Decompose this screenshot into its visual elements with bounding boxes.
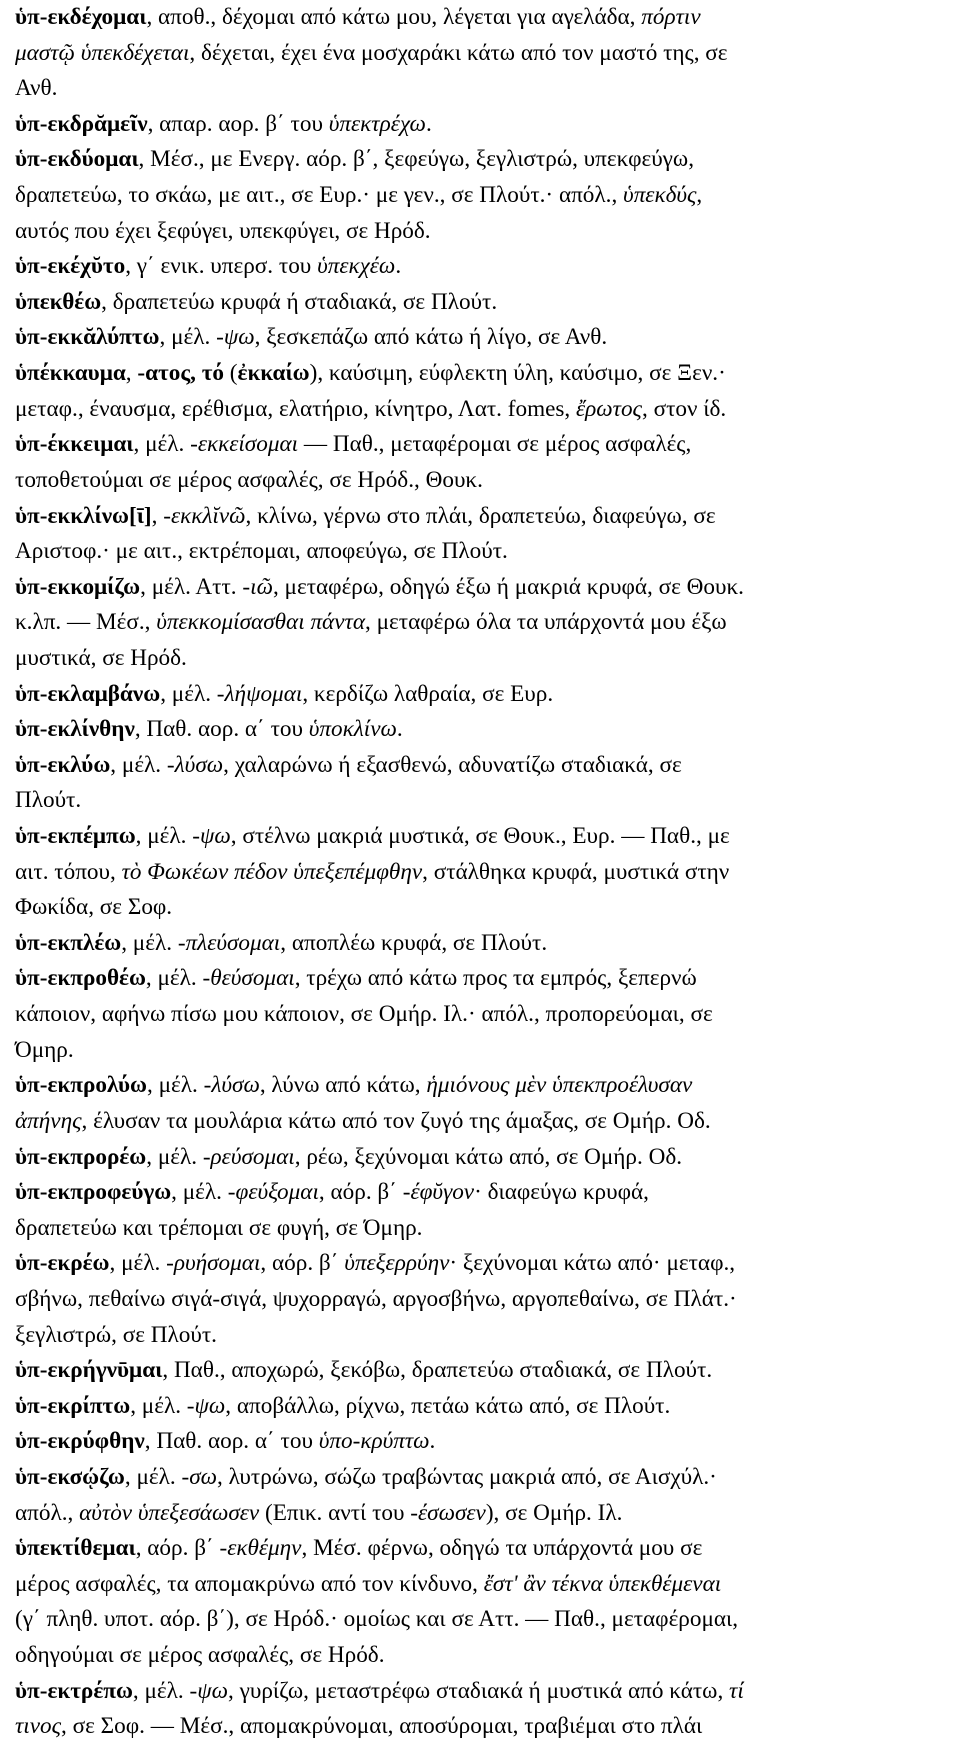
definition-text: , λυτρώνω, σώζω τραβώντας μακριά από, σε Αισχύλ.· [217, 1463, 717, 1490]
entry-line [15, 1353, 944, 1389]
definition-text: αιτ. τόπου, [15, 858, 122, 885]
entry-line [15, 997, 944, 1033]
italic-text: -εκκείσομαι [190, 431, 299, 458]
headword: ὑπ-εκκᾰλύπτω [15, 324, 160, 351]
headword: ὑπ-εκρέω [15, 1250, 110, 1277]
definition-text: , μέλ. [133, 431, 191, 458]
entry-line [15, 1567, 944, 1603]
definition-text: , γ΄ ενικ. υπερσ. του [125, 253, 318, 280]
definition-text: , μέλ. [130, 1392, 187, 1419]
definition-text: , έλυσαν τα μουλάρια κάτω από τον ζυγό της άμαξας, σε Ομήρ. Οδ. [81, 1107, 711, 1134]
definition-text: , κερδίζω λαθραία, σε Ευρ. [302, 680, 554, 707]
definition-text: , μέλ. [121, 929, 178, 956]
definition-text: , μέλ. [147, 1072, 204, 1099]
definition-text: ), καύσιμη, εύφλεκτη ύλη, καύσιμο, σε Ξεν.· [309, 360, 726, 387]
definition-text: , ξεσκεπάζω από κάτω ή λίγο, σε Ανθ. [254, 324, 608, 351]
entry-line [15, 570, 944, 606]
definition-text: μυστικά, σε Ηρόδ. [15, 644, 187, 671]
entry-line [15, 641, 944, 677]
entry-line [15, 961, 944, 997]
italic-text: τινος [15, 1713, 62, 1740]
entry-line [15, 1709, 944, 1745]
definition-text: τοποθετούμαι σε μέρος ασφαλές, σε Ηρόδ., Θουκ. [15, 466, 483, 493]
italic-text: -ρυήσομαι [166, 1250, 261, 1277]
definition-text: , αόρ. β΄ [135, 1535, 220, 1562]
italic-text: ὑπεκχέω [317, 253, 396, 280]
headword: ἐκκαίω [237, 360, 310, 387]
italic-text: ὑπεκκομίσασθαι πάντα [156, 609, 365, 636]
headword: ὑπεκτίθεμαι [15, 1535, 136, 1562]
entry-line [15, 783, 944, 819]
definition-text: , αόρ. β΄ [260, 1250, 345, 1277]
entry-line [15, 855, 944, 891]
definition-text: . [429, 1428, 436, 1455]
definition-text: · ξεχύνομαι κάτω από· μεταφ., [449, 1250, 736, 1277]
definition-text: κάποιον, αφήνω πίσω μου κάποιον, σε Ομήρ. Ιλ.· απόλ., προπορεύομαι, σε [15, 1001, 713, 1028]
italic-text: -ψω [192, 823, 231, 850]
definition-text: , [151, 502, 164, 529]
headword: ὑπέκκαυμα [15, 360, 126, 387]
italic-text: -ψω [186, 1392, 226, 1419]
definition-text: , [696, 182, 703, 209]
entry-line [15, 1246, 944, 1282]
definition-text: , χαλαρώνω ή εξασθενώ, αδυνατίζω σταδιακά, σε [223, 751, 682, 778]
definition-text: Αριστοφ.· με αιτ., εκτρέπομαι, αποφεύγω, σε Πλούτ. [15, 538, 508, 565]
definition-text: δραπετεύω και τρέπομαι σε φυγή, σε Όμηρ. [15, 1214, 423, 1241]
definition-text: (Επικ. αντί του [259, 1499, 411, 1526]
definition-text: , Παθ., αποχωρώ, ξεκόβω, δραπετεύω σταδιακά, σε Πλούτ. [162, 1357, 713, 1384]
definition-text: — Παθ., μεταφέρομαι σε μέρος ασφαλές, [298, 431, 692, 458]
headword: ὑπ-εκπρολύω [15, 1072, 147, 1099]
definition-text: , Μέσ., με Ενεργ. αόρ. β΄, ξεφεύγω, ξεγλιστρώ, υπεκφεύγω, [138, 146, 694, 173]
entry-line [15, 1318, 944, 1354]
headword: ὑπ-εκτρέπω [15, 1677, 133, 1704]
entry-line [15, 1531, 944, 1567]
italic-text: ὑπεκδύς [623, 182, 697, 209]
headword: ὑπ-εκπλέω [15, 929, 122, 956]
headword: ὑπεκθέω [15, 288, 102, 315]
definition-text: Ανθ. [15, 75, 58, 102]
headword: ὑπ-εκέχῠτο [15, 253, 126, 280]
definition-text: , δέχεται, έχει ένα μοσχαράκι κάτω από τον μαστό της, σε [189, 39, 728, 66]
definition-text: ξεγλιστρώ, σε Πλούτ. [15, 1321, 217, 1348]
headword: ὑπ-εκσῴζω [15, 1463, 125, 1490]
italic-text: -λύσω [203, 1072, 260, 1099]
definition-text: , αποπλέω κρυφά, σε Πλούτ. [280, 929, 548, 956]
definition-text: , στέλνω μακριά μυστικά, σε Θουκ., Ευρ. — Παθ., με [230, 823, 730, 850]
definition-text: , αόρ. β΄ [318, 1179, 403, 1206]
italic-text: -ρεύσομαι [202, 1143, 295, 1170]
definition-text: μεταφ., έναυσμα, ερέθισμα, ελατήριο, κίνητρο, Λατ. fomes, [15, 395, 577, 422]
definition-text: , μέλ. [135, 823, 193, 850]
entry-line [15, 71, 944, 107]
entry-line [15, 1638, 944, 1674]
definition-text: , στάλθηκα κρυφά, μυστικά στην [422, 858, 730, 885]
entry-line [15, 392, 944, 428]
definition-text: , ρέω, ξεχύνομαι κάτω από, σε Ομήρ. Οδ. [294, 1143, 683, 1170]
definition-text: , Μέσ. φέρνω, οδηγώ τα υπάρχοντά μου σε [301, 1535, 703, 1562]
italic-text: -εκθέμην [219, 1535, 302, 1562]
headword: ὑπ-εκλαμβάνω [15, 680, 161, 707]
definition-text: , μέλ. [146, 1143, 203, 1170]
entry-line [15, 534, 944, 570]
italic-text: ἡμιόνους μὲν ὑπεκπροέλυσαν [426, 1072, 693, 1099]
entry-line [15, 712, 944, 748]
entry-line [15, 36, 944, 72]
italic-text: ὑπεκτρέχω [328, 110, 426, 137]
entry-line [15, 142, 944, 178]
entry-line [15, 1602, 944, 1638]
definition-text: , αποθ., δέχομαι από κάτω μου, λέγεται για αγελάδα, [146, 4, 642, 30]
italic-text: αὐτὸν ὑπεξεσάωσεν [79, 1499, 260, 1526]
definition-text: , μέλ. Αττ. [140, 573, 243, 600]
entry-line [15, 0, 944, 36]
definition-text: , απαρ. αορ. β΄ του [147, 110, 329, 137]
italic-text: ἔρωτος [576, 395, 642, 422]
entry-line [15, 249, 944, 285]
italic-text: τί [729, 1677, 744, 1704]
entry-line [15, 1104, 944, 1140]
entry-line [15, 1389, 944, 1425]
definition-text: , κλίνω, γέρνω στο πλάι, δραπετεύω, διαφεύγω, σε [245, 502, 716, 529]
italic-text: -σω [181, 1463, 218, 1490]
entry-line [15, 178, 944, 214]
definition-text: , μεταφέρω, οδηγώ έξω ή μακριά κρυφά, σε Θουκ. [272, 573, 744, 600]
definition-text: , Παθ. αορ. α΄ του [144, 1428, 319, 1455]
entry-line [15, 1460, 944, 1496]
italic-text: τὸ Φωκέων πέδον ὑπεξεπέμφθην [121, 858, 423, 885]
italic-text: ὑποκλίνω [308, 716, 397, 743]
italic-text: -θεύσομαι [202, 965, 295, 992]
definition-text: μέρος ασφαλές, τα απομακρύνω από τον κίνδυνο, [15, 1570, 484, 1597]
italic-text: -ψω [189, 1677, 229, 1704]
italic-text: ἔστ' ἂν τέκνα ὑπεκθέμεναι [483, 1570, 722, 1597]
entry-line [15, 677, 944, 713]
definition-text: , αποβάλλω, ρίχνω, πετάω κάτω από, σε Πλούτ. [225, 1392, 671, 1419]
definition-text: , λύνω από κάτω, [259, 1072, 427, 1099]
headword: ὑπ-εκπρορέω [15, 1143, 147, 1170]
definition-text: , μέλ. [109, 1250, 167, 1277]
headword: ὑπ-εκκλίνω[ῑ] [15, 502, 152, 529]
italic-text: πόρτιν [641, 4, 701, 30]
entry-line [15, 320, 944, 356]
entry-line [15, 1282, 944, 1318]
entry-line [15, 1068, 944, 1104]
entry-line [15, 890, 944, 926]
entry-line [15, 1175, 944, 1211]
definition-text: , δραπετεύω κρυφά ή σταδιακά, σε Πλούτ. [101, 288, 498, 315]
headword: ὑπ-εκδύομαι [15, 146, 139, 173]
definition-text: σβήνω, πεθαίνω σιγά-σιγά, ψυχορραγώ, αργοσβήνω, αργοπεθαίνω, σε Πλάτ.· [15, 1285, 737, 1312]
italic-text: ἀπήνης [15, 1107, 82, 1134]
definition-text: , μέλ. [159, 324, 217, 351]
headword: ὑπ-εκκομίζω [15, 573, 141, 600]
definition-text: , μέλ. [171, 1179, 228, 1206]
italic-text: ὑπεξερρύην [344, 1250, 450, 1277]
headword: ὑπ-εκλίνθην [15, 716, 135, 743]
definition-text: , μέλ. [110, 751, 167, 778]
italic-text: -έφῠγον [402, 1179, 475, 1206]
entry-line [15, 1033, 944, 1069]
definition-text: , μέλ. [160, 680, 217, 707]
entry-line [15, 214, 944, 250]
headword: ὑπ-έκκειμαι [15, 431, 134, 458]
entry-line [15, 605, 944, 641]
italic-text: -λήψομαι [216, 680, 303, 707]
entry-line [15, 107, 944, 143]
italic-text: μαστῷ ὑπεκδέχεται [15, 39, 190, 66]
italic-text: -λύσω [166, 751, 224, 778]
headword: ὑπ-εκρίπτω [15, 1392, 131, 1419]
definition-text: , στον ίδ. [641, 395, 727, 422]
definition-text: . [425, 110, 432, 137]
definition-text: , γυρίζω, μεταστρέφω σταδιακά ή μυστικά από κάτω, [228, 1677, 730, 1704]
entry-line [15, 1496, 944, 1532]
italic-text: -έσωσεν [410, 1499, 486, 1526]
headword: ὑπ-εκδέχομαι [15, 4, 147, 30]
definition-text: , σε Σοφ. — Μέσ., απομακρύνομαι, αποσύρομαι, τραβιέμαι στο πλάι [61, 1713, 703, 1740]
definition-text: απόλ., [15, 1499, 80, 1526]
definition-text: κ.λπ. — Μέσ., [15, 609, 157, 636]
definition-text: Όμηρ. [15, 1036, 74, 1063]
definition-text: , τρέχω από κάτω προς τα εμπρός, ξεπερνώ [294, 965, 697, 992]
italic-text: -πλεύσομαι [177, 929, 281, 956]
definition-text: αυτός που έχει ξεφύγει, υπεκφύγει, σε Ηρόδ. [15, 217, 431, 244]
entry-line [15, 1140, 944, 1176]
definition-text: , Παθ. αορ. α΄ του [134, 716, 309, 743]
entry-line [15, 748, 944, 784]
entry-line [15, 819, 944, 855]
definition-text: ( [224, 360, 238, 387]
definition-text: . [396, 716, 403, 743]
entry-line [15, 926, 944, 962]
headword: ὑπ-εκδρᾰμεῖν [15, 110, 148, 137]
entry-line [15, 1674, 944, 1710]
headword: -ατος, τό [137, 360, 224, 387]
definition-text: , μεταφέρω όλα τα υπάρχοντά μου έξω [365, 609, 727, 636]
entry-line [15, 463, 944, 499]
definition-text: , μέλ. [132, 1677, 190, 1704]
definition-text: Πλούτ. [15, 787, 82, 814]
definition-text: · διαφεύγω κρυφά, [474, 1179, 649, 1206]
entry-line [15, 1424, 944, 1460]
italic-text: ὑπο-κρύπτω [318, 1428, 430, 1455]
definition-text: , μέλ. [145, 965, 203, 992]
entry-line [15, 1211, 944, 1247]
definition-text: Φωκίδα, σε Σοφ. [15, 894, 173, 921]
italic-text: -ψω [216, 324, 255, 351]
headword: ὑπ-εκρύφθην [15, 1428, 145, 1455]
definition-text: δραπετεύω, το σκάω, με αιτ., σε Ευρ.· με γεν., σε Πλούτ.· απόλ., [15, 182, 624, 209]
entry-line [15, 427, 944, 463]
entry-line [15, 356, 944, 392]
italic-text: -φεύξομαι [227, 1179, 319, 1206]
italic-text: -εκκλῐνῶ [163, 502, 246, 529]
definition-text: ), σε Ομήρ. Ιλ. [485, 1499, 623, 1526]
definition-text: , [125, 360, 138, 387]
italic-text: -ιῶ [242, 573, 273, 600]
definition-text: οδηγούμαι σε μέρος ασφαλές, σε Ηρόδ. [15, 1642, 385, 1669]
definition-text: , μέλ. [124, 1463, 182, 1490]
entry-line [15, 285, 944, 321]
headword: ὑπ-εκλύω [15, 751, 111, 778]
headword: ὑπ-εκπέμπω [15, 823, 136, 850]
entry-line [15, 499, 944, 535]
definition-text: . [395, 253, 402, 280]
headword: ὑπ-εκπροφεύγω [15, 1179, 172, 1206]
headword: ὑπ-εκπροθέω [15, 965, 146, 992]
headword: ὑπ-εκρήγνῡμαι [15, 1357, 163, 1384]
definition-text: (γ΄ πληθ. υποτ. αόρ. β΄), σε Ηρόδ.· ομοίως και σε Αττ. — Παθ., μεταφέρομαι, [15, 1606, 739, 1633]
